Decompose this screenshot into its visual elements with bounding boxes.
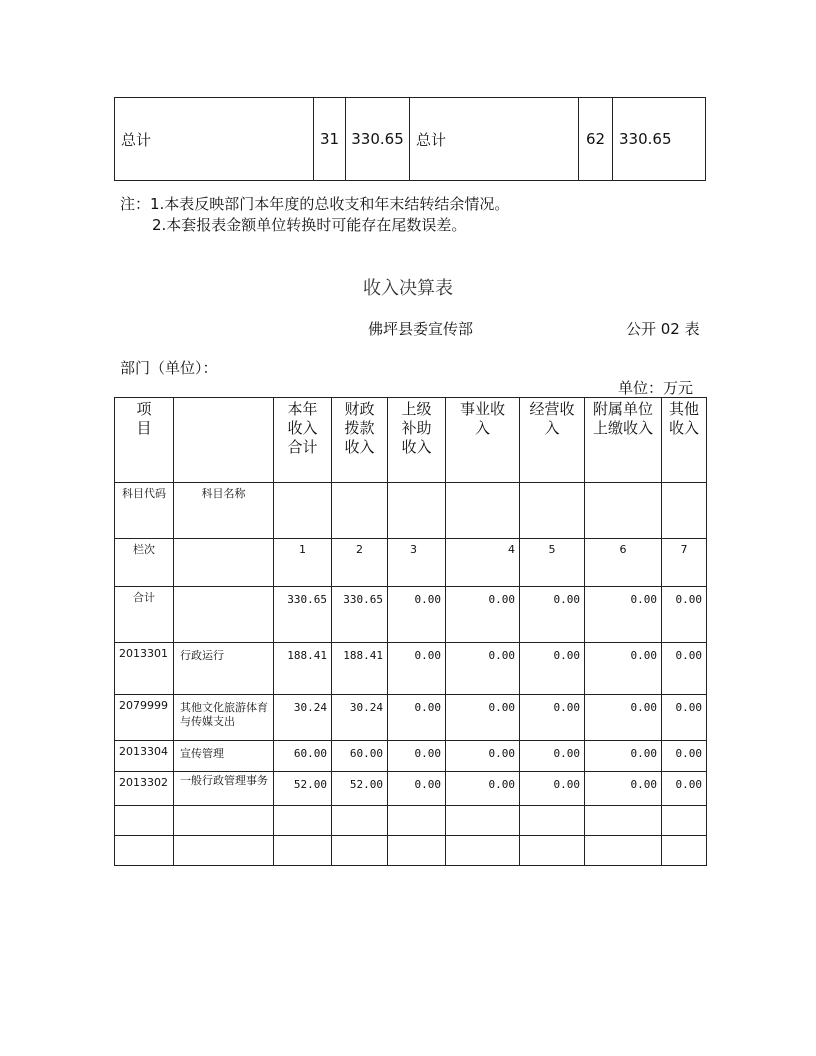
row-other: 0.00 <box>662 643 707 695</box>
table-row <box>115 695 707 741</box>
row-business: 0.00 <box>446 695 520 741</box>
row-code: 2013304 <box>115 741 174 772</box>
header-total: 本年收入合计 <box>274 398 332 483</box>
summary-table <box>114 97 706 181</box>
row-other: 0.00 <box>662 741 707 772</box>
summary-right-label: 总计 <box>410 98 579 181</box>
table-row <box>115 772 707 806</box>
row-total: 188.41 <box>274 643 332 695</box>
row-superior: 0.00 <box>388 695 446 741</box>
note-line-2: 2.本套报表金额单位转换时可能存在尾数误差。 <box>152 216 467 234</box>
empty-row <box>115 806 707 836</box>
empty-row <box>115 836 707 866</box>
table-row <box>115 741 707 772</box>
row-business: 0.00 <box>446 772 520 806</box>
row-total: 60.00 <box>274 741 332 772</box>
column-number-row <box>115 539 707 587</box>
summary-left-line: 31 <box>314 98 346 181</box>
unit-label: 单位：万元 <box>618 379 694 397</box>
row-affiliated: 0.00 <box>585 643 662 695</box>
row-name <box>174 587 274 643</box>
column-number: 1 <box>274 539 332 587</box>
row-code: 2013301 <box>115 643 174 695</box>
row-affiliated: 0.00 <box>585 695 662 741</box>
header-blank <box>174 398 274 483</box>
summary-right-amount: 330.65 <box>613 98 706 181</box>
row-superior: 0.00 <box>388 772 446 806</box>
row-operating: 0.00 <box>520 695 585 741</box>
column-number: 7 <box>662 539 707 587</box>
row-superior: 0.00 <box>388 643 446 695</box>
header-item: 项目 <box>115 398 174 483</box>
summary-row <box>115 98 706 181</box>
row-other: 0.00 <box>662 587 707 643</box>
row-superior: 0.00 <box>388 587 446 643</box>
table-row <box>115 587 707 643</box>
header-affiliated: 附属单位上缴收入 <box>585 398 662 483</box>
subheader-row <box>115 483 707 539</box>
column-number: 4 <box>446 539 520 587</box>
column-number: 6 <box>585 539 662 587</box>
row-name: 其他文化旅游体育与传媒支出 <box>174 695 274 741</box>
header-fiscal: 财政拨款收入 <box>332 398 388 483</box>
summary-left-label: 总计 <box>115 98 314 181</box>
header-other: 其他收入 <box>662 398 707 483</box>
header-operating: 经营收入 <box>520 398 585 483</box>
row-affiliated: 0.00 <box>585 741 662 772</box>
row-name: 宣传管理 <box>174 741 274 772</box>
column-number: 3 <box>388 539 446 587</box>
subheader-name: 科目名称 <box>174 483 274 539</box>
summary-right-line: 62 <box>579 98 613 181</box>
header-row <box>115 398 707 483</box>
row-superior: 0.00 <box>388 741 446 772</box>
table-row <box>115 643 707 695</box>
row-name: 一般行政管理事务 <box>174 772 274 806</box>
row-name: 行政运行 <box>174 643 274 695</box>
row-business: 0.00 <box>446 587 520 643</box>
column-number: 2 <box>332 539 388 587</box>
row-code: 2079999 <box>115 695 174 741</box>
income-table <box>114 397 707 866</box>
org-name: 佛坪县委宣传部 <box>368 320 474 338</box>
column-number: 5 <box>520 539 585 587</box>
row-business: 0.00 <box>446 741 520 772</box>
subheader-code: 科目代码 <box>115 483 174 539</box>
header-business: 事业收入 <box>446 398 520 483</box>
row-fiscal: 52.00 <box>332 772 388 806</box>
row-total: 52.00 <box>274 772 332 806</box>
row-total: 330.65 <box>274 587 332 643</box>
note-line-1: 注：1.本表反映部门本年度的总收支和年末结转结余情况。 <box>120 195 510 213</box>
page-title: 收入决算表 <box>363 278 453 299</box>
row-fiscal: 330.65 <box>332 587 388 643</box>
row-affiliated: 0.00 <box>585 772 662 806</box>
row-business: 0.00 <box>446 643 520 695</box>
row-operating: 0.00 <box>520 741 585 772</box>
row-code: 2013302 <box>115 772 174 806</box>
row-operating: 0.00 <box>520 772 585 806</box>
row-operating: 0.00 <box>520 587 585 643</box>
summary-left-amount: 330.65 <box>346 98 410 181</box>
row-fiscal: 188.41 <box>332 643 388 695</box>
row-total: 30.24 <box>274 695 332 741</box>
row-operating: 0.00 <box>520 643 585 695</box>
department-label: 部门（单位）： <box>120 359 218 377</box>
column-number-label: 栏次 <box>115 539 174 587</box>
row-other: 0.00 <box>662 772 707 806</box>
row-affiliated: 0.00 <box>585 587 662 643</box>
row-other: 0.00 <box>662 695 707 741</box>
form-number: 公开 02 表 <box>626 320 700 338</box>
header-superior: 上级补助收入 <box>388 398 446 483</box>
row-fiscal: 30.24 <box>332 695 388 741</box>
row-fiscal: 60.00 <box>332 741 388 772</box>
row-code: 合计 <box>115 587 174 643</box>
